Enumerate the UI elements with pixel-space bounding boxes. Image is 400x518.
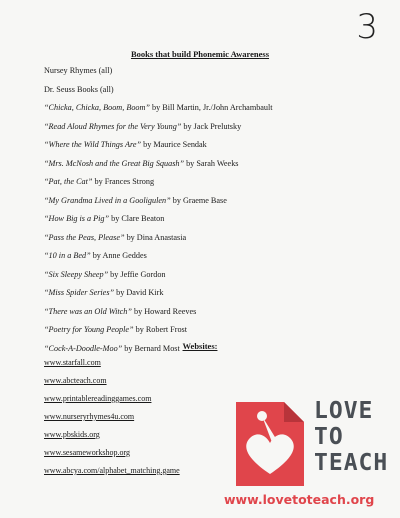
websites-heading: Websites: bbox=[182, 341, 218, 351]
book-title: “Miss Spider Series” bbox=[44, 288, 115, 297]
book-item bbox=[44, 155, 273, 174]
heart-document-icon bbox=[232, 398, 308, 490]
book-item bbox=[44, 229, 273, 248]
book-item bbox=[44, 321, 273, 340]
book-author: Nursey Rhymes (all) bbox=[44, 66, 113, 75]
books-heading: Books that build Phonemic Awareness bbox=[130, 49, 270, 59]
book-item bbox=[44, 210, 273, 229]
book-list bbox=[44, 62, 273, 358]
book-item bbox=[44, 173, 273, 192]
website-item bbox=[44, 390, 180, 408]
book-title: “Cock-A-Doodle-Moo” bbox=[44, 343, 123, 353]
book-author: by Frances Strong bbox=[92, 177, 155, 186]
book-title: “My Grandma Lived in a Gooligulen” bbox=[44, 195, 171, 205]
logo-wordmark bbox=[314, 398, 388, 476]
website-link-printablereadinggames[interactable]: www.printablereadinggames.com bbox=[44, 394, 152, 403]
book-title: “Six Sleepy Sheep” bbox=[44, 269, 109, 279]
logo-url: www.lovetoteach.org bbox=[224, 492, 375, 507]
logo-line-love: LOVE bbox=[314, 398, 374, 424]
book-author: by Jack Prelutsky bbox=[181, 121, 242, 131]
website-link-abcteach[interactable]: www.abcteach.com bbox=[44, 376, 107, 385]
book-author: by Clare Beaton bbox=[109, 214, 165, 223]
book-title: “Where the Wild Things Are” bbox=[44, 140, 142, 149]
book-author: by Anne Geddes bbox=[90, 251, 147, 260]
book-item bbox=[44, 247, 273, 266]
book-item bbox=[44, 266, 273, 285]
website-item bbox=[44, 426, 180, 444]
website-item bbox=[44, 372, 180, 390]
logo-line-to: TO bbox=[314, 424, 344, 450]
book-title: “Mrs. McNosh and the Great Big Squash” bbox=[44, 158, 185, 168]
book-author: Dr. Seuss Books (all) bbox=[44, 84, 114, 94]
book-title: “Poetry for Young People” bbox=[44, 325, 134, 334]
website-link-abcya[interactable]: www.abcya.com/alphabet_matching.game bbox=[44, 466, 180, 475]
book-title: “Chicka, Chicka, Boom, Boom” bbox=[44, 103, 150, 112]
website-link-starfall[interactable]: www.starfall.com bbox=[44, 358, 101, 367]
book-author: by Robert Frost bbox=[133, 325, 187, 334]
book-item bbox=[44, 99, 273, 118]
website-link-nurseryrhymes4u[interactable]: www.nurseryrhymes4u.com bbox=[44, 412, 135, 421]
book-item bbox=[44, 284, 273, 303]
book-title: “There was an Old Witch” bbox=[44, 306, 132, 316]
book-title: “10 in a Bed” bbox=[44, 251, 91, 260]
book-author: by Bernard Most bbox=[122, 343, 180, 353]
book-title: “How Big is a Pig” bbox=[44, 214, 110, 223]
book-title: “Pass the Peas, Please” bbox=[44, 232, 125, 242]
book-author: by Dina Anastasia bbox=[124, 232, 187, 242]
book-item bbox=[44, 303, 273, 322]
book-title: “Pat, the Cat” bbox=[44, 177, 93, 186]
book-title: “Read Aloud Rhymes for the Very Young” bbox=[44, 121, 182, 131]
logo-line-teach: TEACH bbox=[314, 450, 389, 476]
book-author: by Maurice Sendak bbox=[141, 140, 207, 149]
book-item bbox=[44, 118, 273, 137]
website-item bbox=[44, 462, 180, 480]
book-author: by Howard Reeves bbox=[131, 306, 197, 316]
website-item bbox=[44, 408, 180, 426]
book-author: by David Kirk bbox=[114, 288, 164, 297]
website-item bbox=[44, 354, 180, 372]
love-to-teach-logo bbox=[224, 394, 392, 514]
website-link-sesameworkshop[interactable]: www.sesameworkshop.org bbox=[44, 448, 130, 457]
website-list bbox=[44, 354, 180, 480]
book-item bbox=[44, 62, 273, 81]
book-author: by Sarah Weeks bbox=[184, 158, 239, 168]
page-number: 3 bbox=[356, 7, 378, 47]
book-author: by Jeffie Gordon bbox=[108, 269, 166, 279]
book-author: by Graeme Base bbox=[170, 195, 227, 205]
book-item bbox=[44, 81, 273, 100]
website-link-pbskids[interactable]: www.pbskids.org bbox=[44, 430, 100, 439]
book-item bbox=[44, 192, 273, 211]
book-author: by Bill Martin, Jr./John Archambault bbox=[149, 103, 273, 112]
website-item bbox=[44, 444, 180, 462]
book-item bbox=[44, 136, 273, 155]
